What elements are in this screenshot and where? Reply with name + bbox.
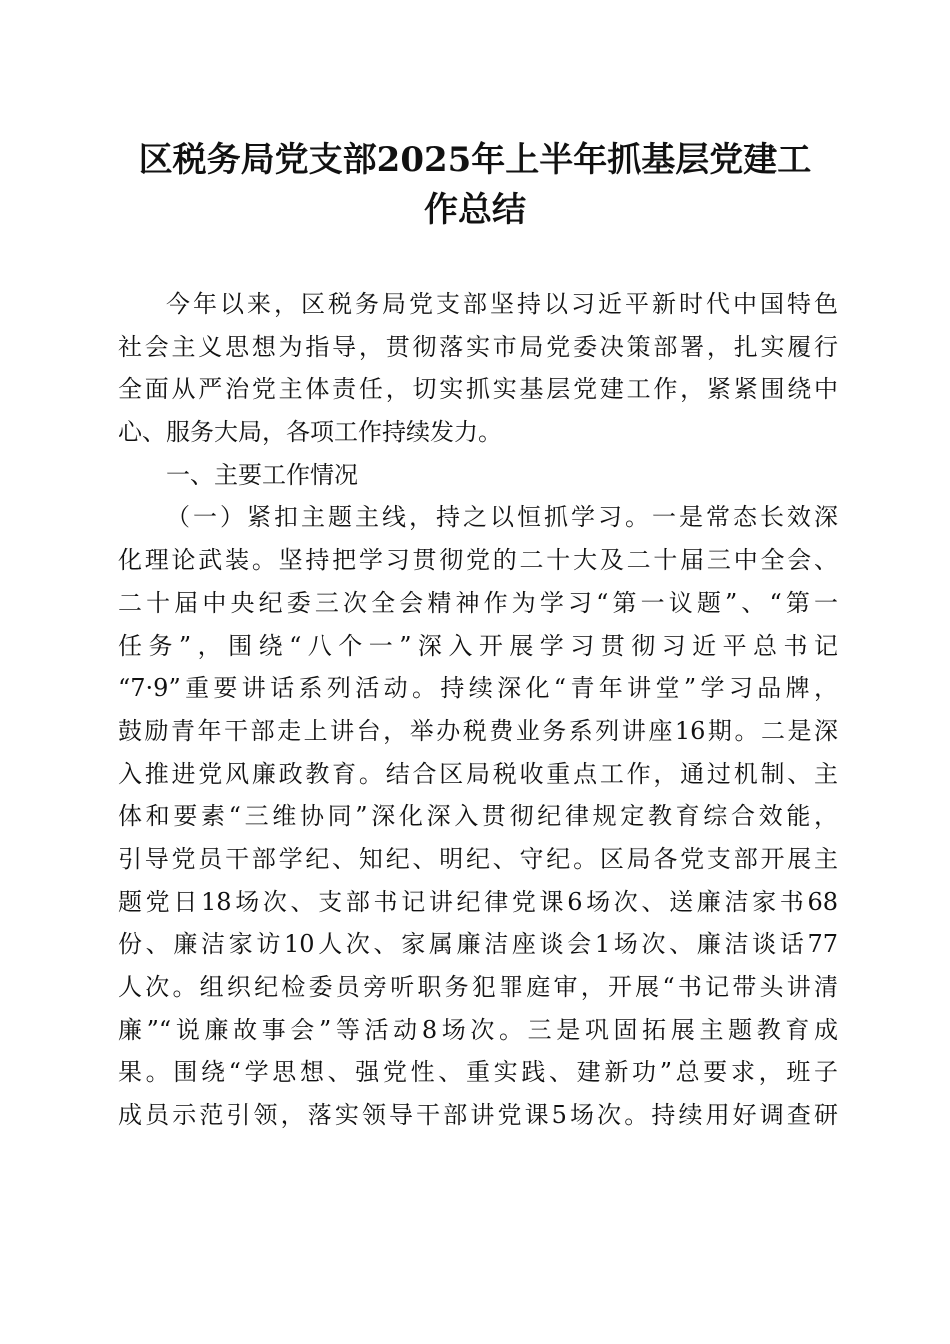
document-body xyxy=(118,283,838,1137)
paragraph-study-line: 果。围绕“学思想、强党性、重实践、建新功”总要求，班子 xyxy=(118,1058,838,1087)
title-line-2: 作总结 xyxy=(424,190,526,230)
paragraph-study-line: 份、廉洁家访10人次、家属廉洁座谈会1场次、廉洁谈话77 xyxy=(118,930,838,959)
paragraph-study-line: 成员示范引领，落实领导干部讲党课5场次。持续用好调查研 xyxy=(118,1101,838,1130)
paragraph-intro-line: 心、服务大局，各项工作持续发力。 xyxy=(118,418,502,447)
paragraph-study-line: “7·9”重要讲话系列活动。持续深化“青年讲堂”学习品牌， xyxy=(118,674,838,703)
paragraph-study-line: 化理论武装。坚持把学习贯彻党的二十大及二十届三中全会、 xyxy=(118,546,838,575)
paragraph-study-line: 二十届中央纪委三次全会精神作为学习“第一议题”、“第一 xyxy=(118,588,838,617)
paragraph-intro-line: 全面从严治党主体责任，切实抓实基层党建工作，紧紧围绕中 xyxy=(118,375,838,404)
title-line-1: 区税务局党支部2025年上半年抓基层党建工 xyxy=(138,140,812,180)
paragraph-study-line: 人次。组织纪检委员旁听职务犯罪庭审，开展“书记带头讲清 xyxy=(118,973,838,1001)
paragraph-intro-line: 社会主义思想为指导，贯彻落实市局党委决策部署，扎实履行 xyxy=(118,332,838,361)
paragraph-study-line: 鼓励青年干部走上讲台，举办税费业务系列讲座16期。二是深 xyxy=(118,716,838,745)
paragraph-study-line: 任务”，围绕“八个一”深入开展学习贯彻习近平总书记 xyxy=(118,631,838,660)
paragraph-study-line: 廉”“说廉故事会”等活动8场次。三是巩固拓展主题教育成 xyxy=(118,1015,838,1044)
section-heading: 一、主要工作情况 xyxy=(166,460,358,489)
paragraph-study-line: （一）紧扣主题主线，持之以恒抓学习。一是常态长效深 xyxy=(166,503,838,532)
document-title xyxy=(110,135,840,235)
paragraph-study-line: 引导党员干部学纪、知纪、明纪、守纪。区局各党支部开展主 xyxy=(118,844,838,873)
paragraph-study-line: 入推进党风廉政教育。结合区局税收重点工作，通过机制、主 xyxy=(118,759,838,788)
paragraph-study-line: 题党日18场次、支部书记讲纪律党课6场次、送廉洁家书68 xyxy=(118,887,838,916)
paragraph-intro-line: 今年以来，区税务局党支部坚持以习近平新时代中国特色 xyxy=(166,290,838,318)
paragraph-study-line: 体和要素“三维协同”深化深入贯彻纪律规定教育综合效能， xyxy=(118,802,838,831)
